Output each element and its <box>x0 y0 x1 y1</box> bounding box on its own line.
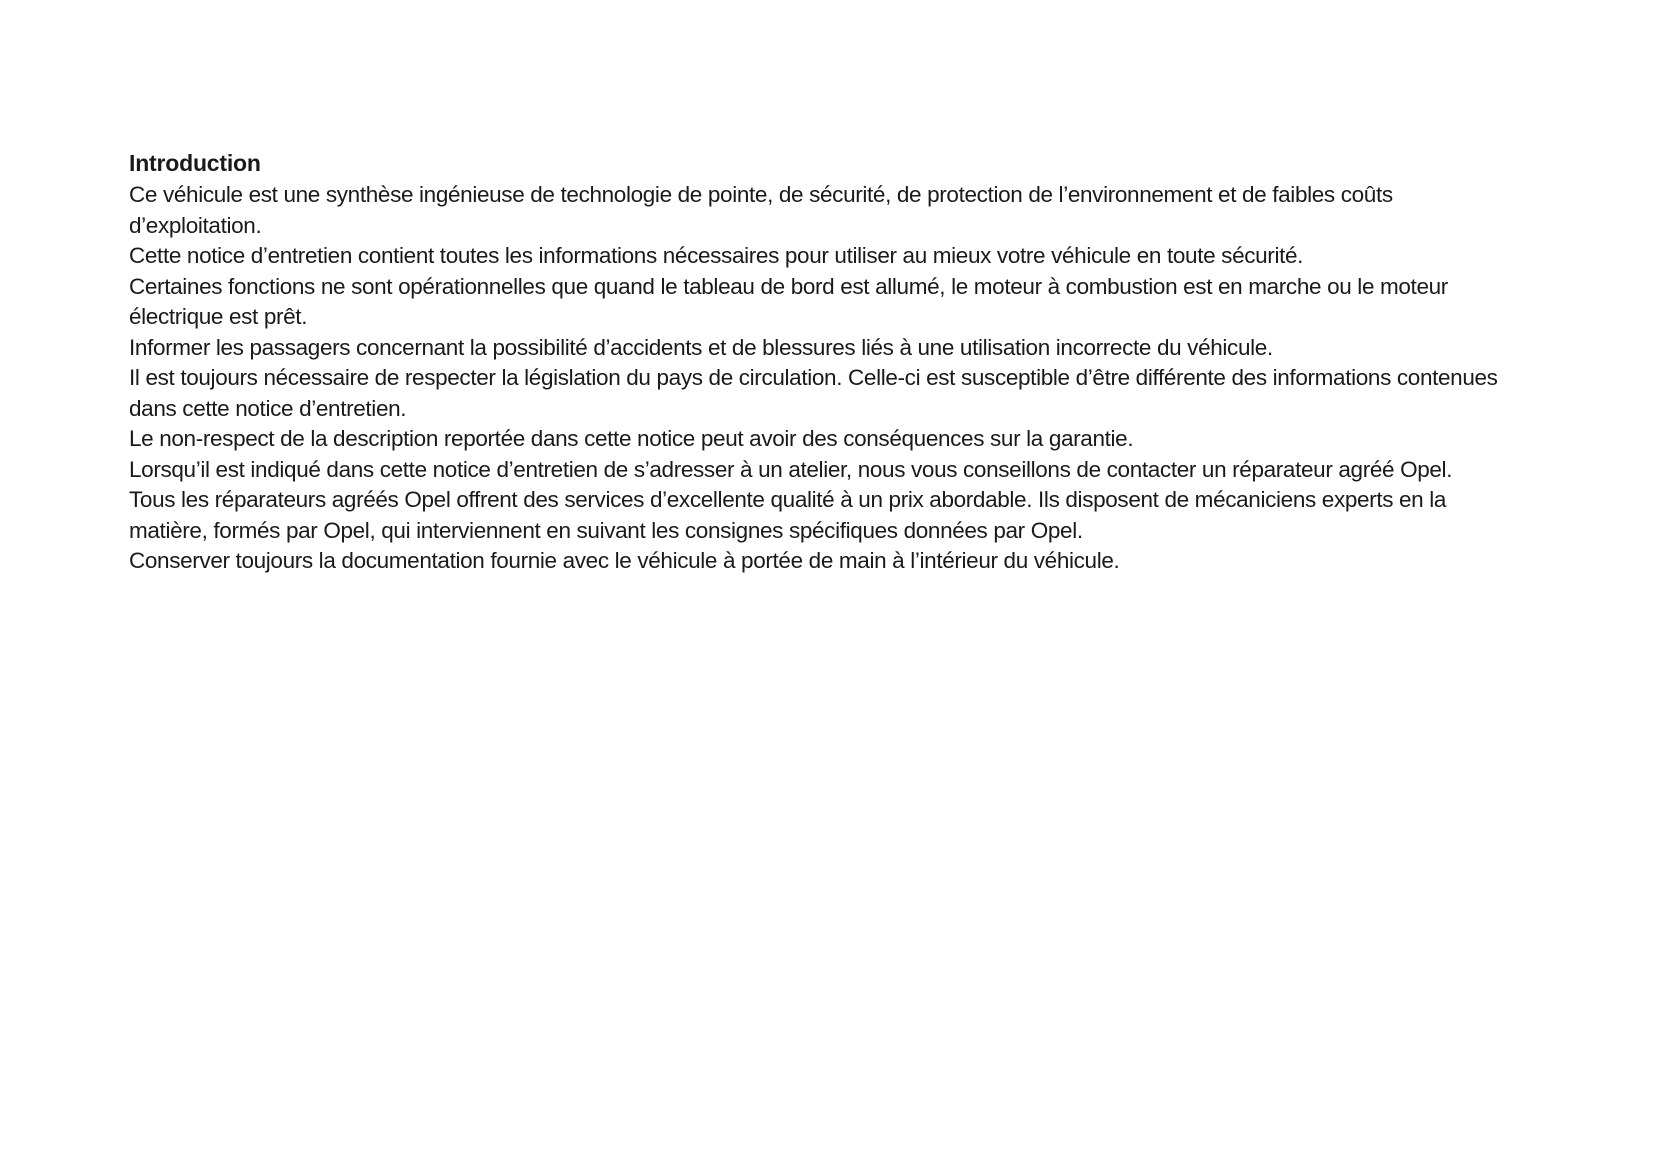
paragraph-operational-functions: Certaines fonctions ne sont opérationnelles que quand le tableau de bord est allumé, le moteur à combustion est en marche ou le moteur électrique est prêt. <box>129 273 1448 329</box>
document-page <box>129 148 1529 577</box>
paragraph-intro-synthesis: Ce véhicule est une synthèse ingénieuse de technologie de pointe, de sécurité, de protection de l’environnement et de faibles coûts d’exploitation. <box>129 182 1393 238</box>
paragraph-notice-contents: Cette notice d’entretien contient toutes les informations nécessaires pour utiliser au mieux votre véhicule en toute sécurité. <box>129 243 1304 268</box>
paragraph-documentation: Conserver toujours la documentation fournie avec le véhicule à portée de main à l’intérieur du véhicule. <box>129 548 1120 573</box>
section-title: Introduction <box>129 150 261 176</box>
paragraph-warranty: Le non-respect de la description reportée dans cette notice peut avoir des conséquences sur la garantie. <box>129 426 1134 451</box>
paragraph-legislation: Il est toujours nécessaire de respecter la législation du pays de circulation. Celle-ci est susceptible d’être différente des informations contenues dans cette notice d’entretien. <box>129 365 1498 421</box>
paragraph-inform-passengers: Informer les passagers concernant la possibilité d’accidents et de blessures liés à une utilisation incorrecte du véhicule. <box>129 334 1273 360</box>
paragraph-repairers: Tous les réparateurs agréés Opel offrent des services d’excellente qualité à un prix abordable. Ils disposent de mécaniciens experts en la matière, formés par Opel, qui interviennent en suivant les consignes spécifiques données par Opel. <box>129 487 1447 543</box>
paragraph-workshop: Lorsqu’il est indiqué dans cette notice d’entretien de s’adresser à un atelier, nous vous conseillons de contacter un réparateur agréé Opel. <box>129 456 1453 482</box>
